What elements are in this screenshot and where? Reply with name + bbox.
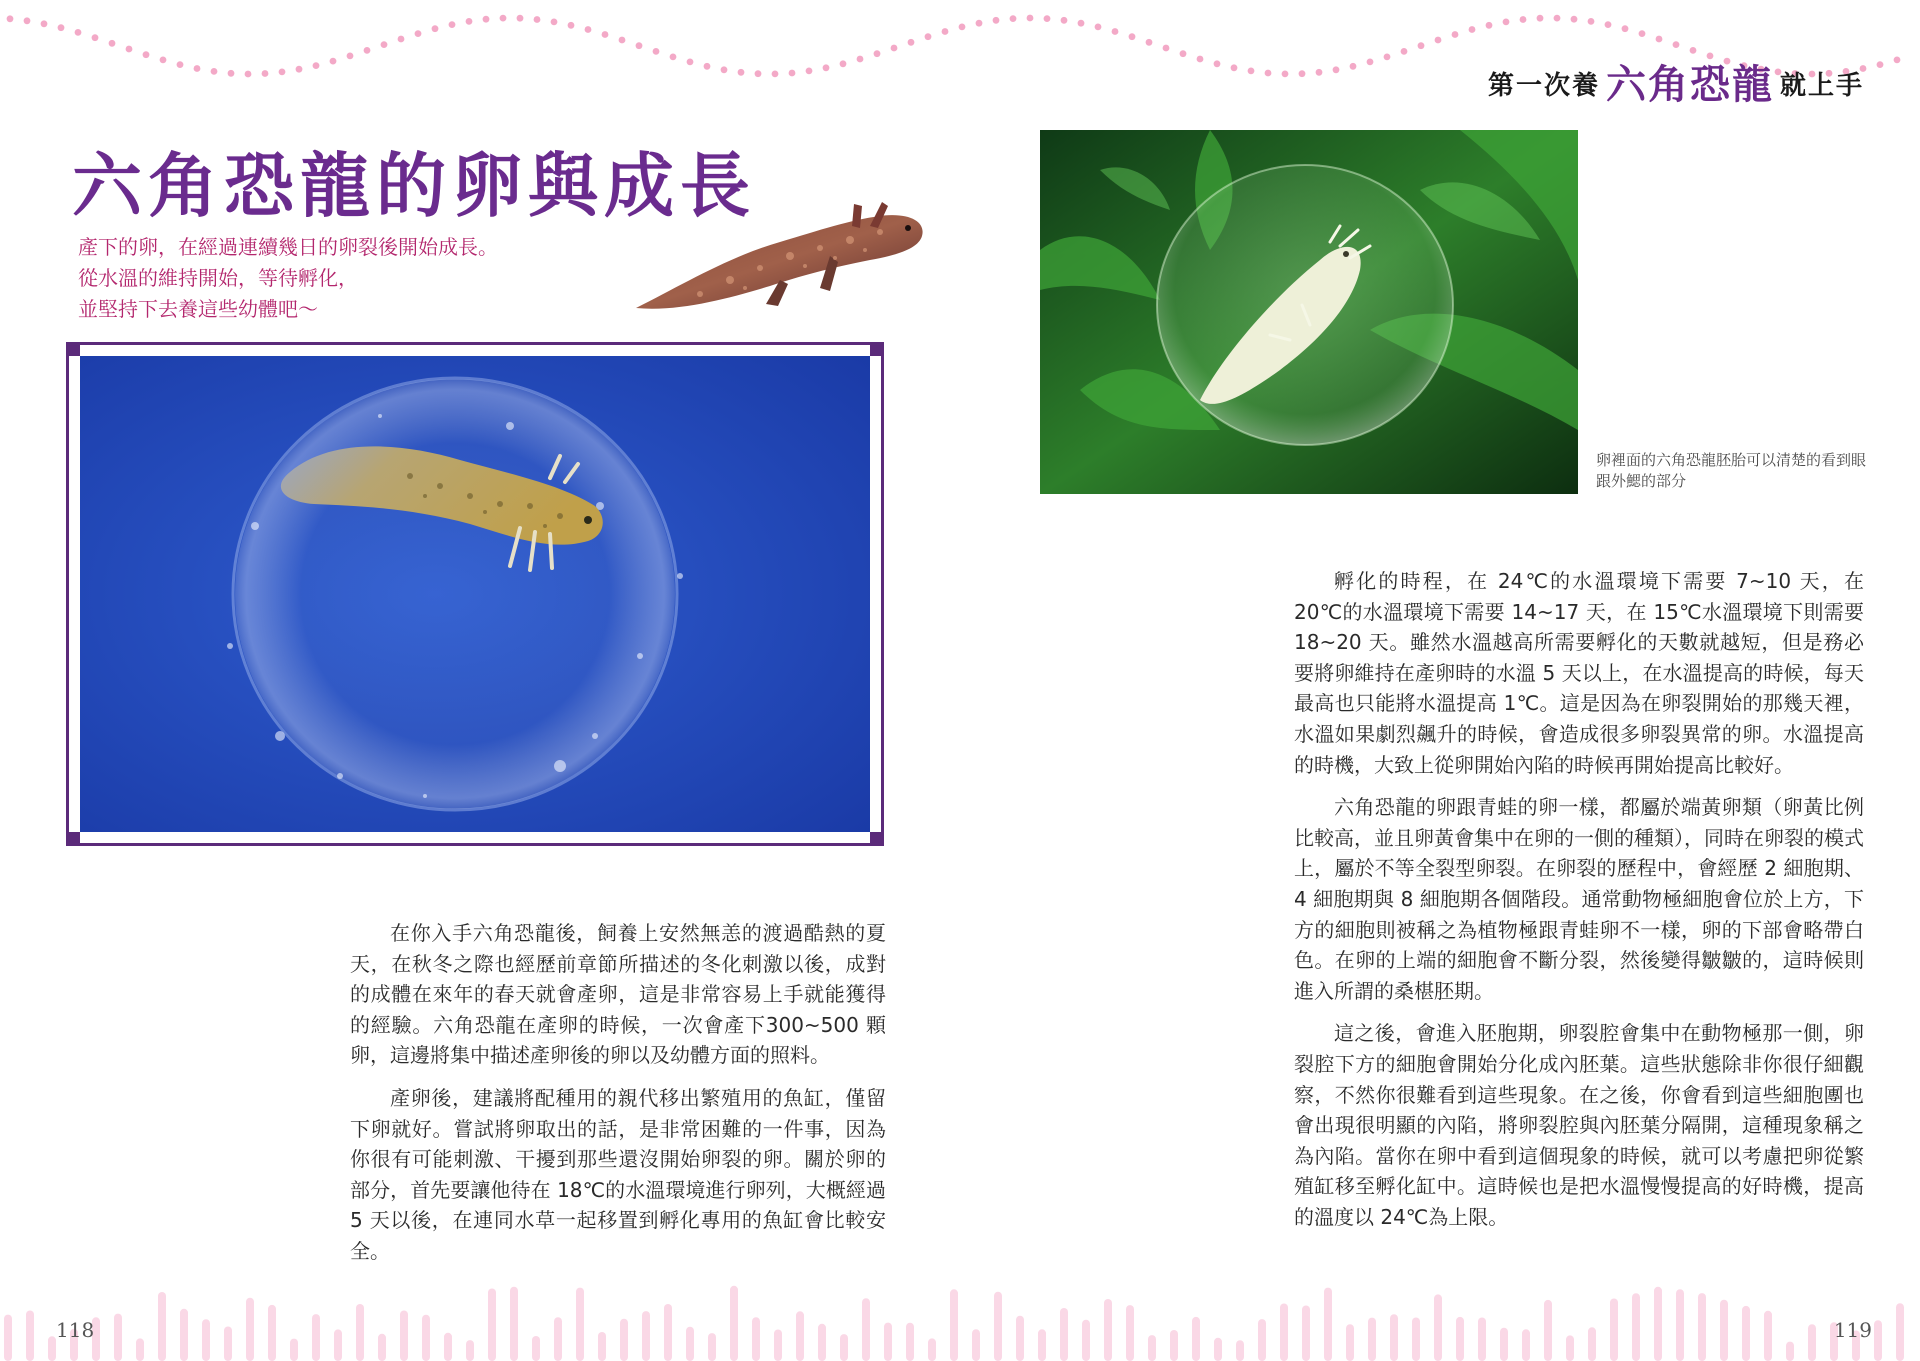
decor-bar <box>1016 1316 1024 1361</box>
decor-bar <box>884 1323 892 1361</box>
wave-dot <box>262 70 269 77</box>
decor-bar <box>180 1309 188 1361</box>
wave-dot <box>24 17 31 24</box>
paragraph: 六角恐龍的卵跟青蛙的卵一樣，都屬於端黃卵類（卵黃比例比較高，並且卵黃會集中在卵的一側的種類），同時在卵裂的模式上，屬於不等全裂型卵裂。在卵裂的歷程中，會經歷 2 細胞期、4 細胞期與 8 細胞期各個階段。通常動物極細胞會位於上方，下方的細胞則被稱之為植物極跟青蛙卵不一樣，卵的下部會略帶白色。在卵的上端的細胞會不斷分裂，然後變得皺皺的，這時候則進入所謂的桑椹胚期。 <box>1294 795 1864 1003</box>
decor-bar <box>1742 1306 1750 1361</box>
wave-dot <box>364 47 371 54</box>
wave-dot <box>1877 61 1884 68</box>
wave-dot <box>1503 19 1510 26</box>
wave-dot <box>789 70 796 77</box>
decor-bar <box>1456 1317 1464 1361</box>
wave-dot <box>500 15 507 22</box>
wave-dot <box>143 51 150 58</box>
decor-bar <box>686 1327 694 1361</box>
decor-bar <box>730 1286 738 1361</box>
wave-dot <box>1129 33 1136 40</box>
decor-bar <box>510 1287 518 1361</box>
page-number-right: 119 <box>1833 1318 1872 1342</box>
paragraph: 產卵後，建議將配種用的親代移出繁殖用的魚缸，僅留下卵就好。嘗試將卵取出的話，是非常困難的一件事，因為你很有可能刺激、干擾到那些還沒開始卵裂的卵。關於卵的部分，首先要讓他待在 18℃的水溫環境進行卵列，大概經過 5 天以後，在連同水草一起移置到孵化專用的魚缸會比較安全。 <box>350 1085 886 1263</box>
wave-dot <box>1554 15 1561 22</box>
decor-bar <box>862 1298 870 1361</box>
intro-line: 並堅持下去養這些幼體吧～ <box>78 297 318 321</box>
decor-bar <box>1764 1311 1772 1361</box>
wave-dot <box>194 65 201 72</box>
axolotl-illustration <box>630 196 930 318</box>
decor-bar <box>1258 1319 1266 1361</box>
paragraph: 孵化的時程，在 24℃的水溫環境下需要 7~10 天，在 20℃的水溫環境下需要 14~17 天，在 15℃水溫環境下則需要 18~20 天。雖然水溫越高所需要孵化的天數就越短，但是務必要將卵維持在產卵時的水溫 5 天以上，在水溫提高的時候，每天最高也只能將水溫提高 1℃。這是因為在卵裂開始的那幾天裡，水溫如果劇烈飆升的時候，會造成很多卵裂異常的卵。水溫提高的時機，大致上從卵開始內陷的時候再開始提高比較好。 <box>1294 569 1864 777</box>
running-header <box>1488 40 1864 110</box>
wave-dot <box>7 15 14 22</box>
wave-dot <box>585 26 592 33</box>
wave-dot <box>1435 37 1442 44</box>
wave-dot <box>993 17 1000 24</box>
wave-dot <box>925 33 932 40</box>
decor-bar <box>1170 1330 1178 1361</box>
decor-bar <box>1632 1293 1640 1361</box>
wave-dot <box>1418 42 1425 49</box>
wave-dot <box>1452 31 1459 38</box>
decor-bar <box>26 1311 34 1361</box>
decor-bar <box>1588 1327 1596 1361</box>
wave-dot <box>1350 63 1357 70</box>
wave-dot <box>551 19 558 26</box>
decor-bar <box>1786 1342 1794 1361</box>
decor-bar <box>1808 1324 1816 1361</box>
wave-dot <box>1282 71 1289 78</box>
wave-dot <box>432 25 439 32</box>
decor-bar <box>1104 1299 1112 1361</box>
wave-dot <box>636 42 643 49</box>
wave-dot <box>75 29 82 36</box>
page-number-left: 118 <box>56 1318 95 1342</box>
decor-bar <box>1368 1318 1376 1361</box>
wave-dot <box>398 36 405 43</box>
wave-dot <box>313 62 320 69</box>
wave-dot <box>1299 70 1306 77</box>
decor-bar <box>1522 1329 1530 1361</box>
decor-bar <box>202 1319 210 1361</box>
decor-bar <box>752 1317 760 1361</box>
wave-dot <box>1333 66 1340 73</box>
decor-bar <box>1412 1318 1420 1361</box>
decor-bar <box>928 1338 936 1361</box>
wave-dot <box>296 66 303 73</box>
wave-dot <box>1588 18 1595 25</box>
decor-bar <box>532 1336 540 1361</box>
decor-bar <box>1500 1328 1508 1361</box>
wave-dot <box>1367 59 1374 66</box>
wave-dot <box>704 63 711 70</box>
wave-dot <box>1384 54 1391 61</box>
decor-bar <box>334 1329 342 1361</box>
decor-bar <box>620 1319 628 1361</box>
decor-bar <box>1434 1294 1442 1361</box>
intro-text <box>78 232 638 325</box>
wave-dot <box>1248 68 1255 75</box>
wave-dot <box>1316 69 1323 76</box>
wave-dot <box>823 64 830 71</box>
decor-bar <box>576 1288 584 1361</box>
decor-bar <box>1280 1304 1288 1361</box>
decor-bar <box>1478 1318 1486 1361</box>
decor-bar <box>1676 1289 1684 1361</box>
decor-bar <box>312 1314 320 1361</box>
wave-dot <box>415 30 422 37</box>
decor-bar <box>1082 1320 1090 1361</box>
wave-dot <box>1010 15 1017 22</box>
decor-bar <box>1698 1293 1706 1361</box>
wave-dot <box>177 61 184 68</box>
wave-dot <box>126 46 133 53</box>
wave-dot <box>58 24 65 31</box>
wave-dot <box>109 40 116 47</box>
wave-dot <box>568 22 575 29</box>
decor-bar <box>554 1317 562 1361</box>
decor-bar <box>642 1311 650 1361</box>
wave-dot <box>687 59 694 66</box>
decor-bar <box>1654 1287 1662 1361</box>
wave-dot <box>92 34 99 41</box>
wave-dot <box>1197 56 1204 63</box>
wave-dot <box>1537 15 1544 22</box>
wave-dot <box>874 50 881 57</box>
wave-dot <box>942 28 949 35</box>
decor-bar <box>1720 1300 1728 1361</box>
decor-bar <box>1038 1329 1046 1361</box>
decor-bar <box>1148 1335 1156 1361</box>
wave-dot <box>806 68 813 75</box>
bottom-bar-decoration <box>0 1282 1920 1361</box>
decor-bar <box>1324 1288 1332 1361</box>
decor-bar <box>598 1332 606 1361</box>
decor-bar <box>1346 1324 1354 1361</box>
wave-dot <box>721 66 728 73</box>
decor-bar <box>114 1314 122 1361</box>
wave-dot <box>1231 64 1238 71</box>
decor-bar <box>48 1336 56 1361</box>
intro-line: 從水溫的維持開始，等待孵化， <box>78 266 358 290</box>
wave-dot <box>534 16 541 23</box>
wave-dot <box>1469 26 1476 33</box>
wave-dot <box>381 41 388 48</box>
wave-dot <box>670 54 677 61</box>
wave-dot <box>755 70 762 77</box>
wave-dot <box>1078 20 1085 27</box>
decor-bar <box>444 1333 452 1361</box>
decor-bar <box>1192 1317 1200 1361</box>
decor-bar <box>1214 1338 1222 1361</box>
page-title: 六角恐龍的卵與成長 <box>72 145 756 227</box>
wave-dot <box>41 20 48 27</box>
decor-bar <box>708 1333 716 1361</box>
decor-bar <box>1566 1335 1574 1361</box>
decor-bar <box>466 1340 474 1361</box>
decor-bar <box>1302 1306 1310 1361</box>
wave-dot <box>245 71 252 78</box>
decor-bar <box>1874 1320 1882 1361</box>
wave-dot <box>857 56 864 63</box>
decor-bar <box>422 1315 430 1361</box>
decor-bar <box>290 1339 298 1361</box>
wave-dot <box>330 58 337 65</box>
wave-dot <box>891 45 898 52</box>
decor-bar <box>774 1330 782 1361</box>
decor-bar <box>268 1305 276 1361</box>
wave-dot <box>1095 24 1102 31</box>
wave-dot <box>1894 57 1901 64</box>
wave-dot <box>1639 30 1646 37</box>
wave-dot <box>738 69 745 76</box>
decor-bar <box>796 1311 804 1361</box>
wave-dot <box>1486 22 1493 29</box>
decor-bar <box>400 1311 408 1361</box>
right-column-text <box>1294 566 1864 1244</box>
wave-dot <box>517 15 524 22</box>
decor-bar <box>158 1292 166 1361</box>
wave-dot <box>1146 39 1153 46</box>
embryo-in-egg-photo <box>1040 130 1578 494</box>
decor-bar <box>4 1315 12 1361</box>
decor-bar <box>378 1334 386 1361</box>
decor-bar <box>818 1324 826 1361</box>
wave-dot <box>772 71 779 78</box>
decor-bar <box>840 1334 848 1361</box>
paragraph: 這之後，會進入胚胞期，卵裂腔會集中在動物極那一側，卵裂腔下方的細胞會開始分化成內胚葉。這些狀態除非你很仔細觀察，不然你很難看到這些現象。在之後，你會看到這些細胞團也會出現很明顯的內陷，將卵裂腔與內胚葉分隔開，這種現象稱之為內陷。當你在卵中看到這個現象的時候，就可以考慮把卵從繁殖缸移至孵化缸中。這時候也是把水溫慢慢提高的好時機，提高的溫度以 24℃為上限。 <box>1294 1021 1864 1229</box>
wave-dot <box>1605 21 1612 28</box>
decor-bar <box>1390 1314 1398 1361</box>
decor-bar <box>136 1338 144 1361</box>
wave-dot <box>959 24 966 31</box>
wave-dot <box>347 53 354 60</box>
paragraph: 在你入手六角恐龍後，飼養上安然無恙的渡過酷熱的夏天，在秋冬之際也經歷前章節所描述的冬化刺激以後，成對的成體在來年的春天就會產卵，這是非常容易上手就能獲得的經驗。六角恐龍在產卵的時候，一次會產下300~500 顆卵，這邊將集中描述產卵後的卵以及幼體方面的照料。 <box>350 921 886 1068</box>
decor-bar <box>1544 1300 1552 1361</box>
decor-bar <box>1060 1308 1068 1361</box>
photo-caption: 卵裡面的六角恐龍胚胎可以清楚的看到眼跟外鰓的部分 <box>1596 451 1867 490</box>
wave-dot <box>840 60 847 67</box>
running-header-pre: 第一次養 <box>1487 71 1600 101</box>
wave-dot <box>211 68 218 75</box>
wave-dot <box>228 70 235 77</box>
wave-dot <box>160 57 167 64</box>
wave-dot <box>1180 50 1187 57</box>
wave-dot <box>908 39 915 46</box>
decor-bar <box>488 1289 496 1361</box>
decor-bar <box>356 1304 364 1361</box>
decor-bar <box>994 1292 1002 1361</box>
wave-dot <box>483 16 490 23</box>
left-column-text <box>350 918 886 1279</box>
egg-larva-photo <box>80 356 870 832</box>
wave-dot <box>976 20 983 27</box>
running-header-post: 就上手 <box>1779 71 1864 101</box>
wave-dot <box>602 31 609 38</box>
wave-dot <box>1163 45 1170 52</box>
wave-dot <box>1622 25 1629 32</box>
wave-dot <box>1265 70 1272 77</box>
wave-dot <box>466 18 473 25</box>
wave-dot <box>1112 28 1119 35</box>
wave-dot <box>619 37 626 44</box>
wave-dot <box>1061 17 1068 24</box>
decor-bar <box>246 1298 254 1361</box>
wave-dot <box>1214 60 1221 67</box>
wave-dot <box>1027 15 1034 22</box>
wave-dot <box>449 21 456 28</box>
wave-dot <box>1571 16 1578 23</box>
decor-bar <box>224 1327 232 1361</box>
wave-dot <box>1044 15 1051 22</box>
decor-bar <box>1610 1299 1618 1361</box>
wave-dot <box>1520 16 1527 23</box>
decor-bar <box>1896 1303 1904 1361</box>
wave-dot <box>653 48 660 55</box>
decor-bar <box>972 1329 980 1361</box>
decor-bar <box>950 1289 958 1361</box>
running-header-main: 六角恐龍 <box>1605 62 1774 108</box>
intro-line: 產下的卵，在經過連續幾日的卵裂後開始成長。 <box>78 235 498 259</box>
wave-dot <box>279 69 286 76</box>
decor-bar <box>906 1323 914 1361</box>
decor-bar <box>1236 1340 1244 1361</box>
wave-dot <box>1401 48 1408 55</box>
decor-bar <box>664 1304 672 1361</box>
decor-bar <box>1126 1305 1134 1361</box>
